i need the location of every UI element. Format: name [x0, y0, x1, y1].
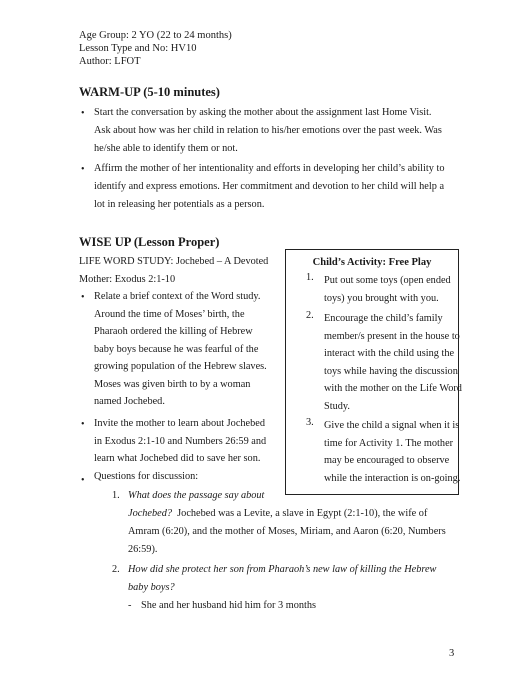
bullet-symbol: •: [81, 164, 85, 175]
text-line: Ask about how was her child in relation to his/her emotions over the past week. Was: [94, 124, 442, 136]
text-line: Invite the mother to learn about Jochebed: [94, 418, 265, 429]
question-2-line: [128, 582, 175, 593]
wiseup-heading: WISE UP (Lesson Proper): [79, 235, 220, 249]
text-line: Relate a brief context of the Word study.: [94, 291, 261, 302]
age-group: Age Group: 2 YO (22 to 24 months): [79, 30, 232, 41]
author: Author: LFOT: [79, 56, 141, 67]
question-text: How did she protect her son from Pharaoh’s new law of killing the Hebrew: [128, 564, 437, 575]
wiseup-bullet-2: [94, 415, 266, 468]
text-line: toys while having the discussion: [324, 365, 458, 377]
question-2: [128, 564, 436, 575]
warmup-heading: WARM-UP (5-10 minutes): [79, 85, 220, 99]
text-line: Give the child a signal when it is: [324, 420, 460, 431]
text-line: lot in releasing her potentials as a person.: [94, 198, 265, 210]
activity-title: Child’s Activity: Free Play: [312, 257, 432, 268]
text-line: baby boys because he was fearful of the: [94, 343, 259, 355]
text-line: Affirm the mother of her intentionality and efforts in developing her child’s ability to: [94, 163, 445, 174]
text-line: member/s present in the house to: [324, 330, 460, 342]
bullet-symbol: •: [81, 292, 85, 303]
text-line: Pharaoh ordered the killing of Hebrew: [94, 326, 253, 337]
text-line: Put out some toys (open ended: [324, 275, 451, 286]
question-text: What does the passage say about: [128, 490, 265, 501]
text-line: he/she able to identify them or not.: [94, 142, 238, 154]
activity-item-2-number: 2.: [306, 310, 314, 321]
question-2-answer: She and her husband hid him for 3 months: [141, 600, 317, 611]
text-line: named Jochebed.: [94, 396, 165, 407]
text-line: Mother: Exodus 2:1-10: [79, 273, 176, 285]
bullet-symbol: •: [81, 108, 85, 119]
text-line: Encourage the child’s family: [324, 313, 443, 324]
answer-text: Jochebed was a Levite, a slave in Egypt (2:1-10), the wife of: [172, 508, 428, 519]
activity-item-3-number: 3.: [306, 417, 314, 428]
answer-dash: -: [128, 600, 132, 611]
question-1-answer-line: [128, 508, 427, 519]
text-line: Around the time of Moses’ birth, the: [94, 308, 245, 320]
activity-item-3: [324, 417, 460, 487]
question-2-number: 2.: [112, 564, 120, 575]
activity-item-2: [324, 310, 462, 415]
page-number: 3: [449, 648, 455, 659]
bullet-symbol: •: [81, 419, 85, 430]
question-1-number: 1.: [112, 490, 120, 501]
text-line: growing population of the Hebrew slaves.: [94, 361, 267, 372]
question-1-answer-line: 26:59).: [128, 544, 158, 555]
text-line: with the mother on the Life Word: [324, 383, 462, 394]
warmup-bullet-1: [94, 104, 442, 157]
childs-activity-box: [285, 249, 462, 495]
question-1-answer-line: Amram (6:20), and the mother of Moses, Miriam, and Aaron (6:20, Numbers: [128, 526, 446, 537]
wiseup-bullet-3: Questions for discussion:: [94, 471, 199, 482]
text-line: while the interaction is on-going.: [324, 472, 461, 484]
question-text: Jochebed?: [128, 508, 173, 519]
text-line: identify and express emotions. Her commitment and devotion to her child will help a: [94, 180, 445, 192]
text-line: toys) you brought with you.: [324, 292, 439, 304]
text-line: learn what Jochebed did to save her son.: [94, 453, 261, 464]
text-line: LIFE WORD STUDY: Jochebed – A Devoted: [79, 256, 269, 267]
text-line: Start the conversation by asking the mother about the assignment last Home Visit.: [94, 107, 432, 118]
activity-item-1: [324, 272, 451, 307]
text-line: in Exodus 2:1-10 and Numbers 26:59 and: [94, 435, 267, 447]
text-line: Study.: [324, 400, 350, 412]
warmup-bullet-2: [94, 160, 445, 213]
text-line: interact with the child using the: [324, 348, 455, 359]
wiseup-bullet-1: [94, 288, 267, 411]
life-word-study-title: [79, 253, 268, 288]
question-text: baby boys?: [128, 582, 175, 593]
question-1: [128, 490, 264, 501]
lesson-type: Lesson Type and No: HV10: [79, 43, 197, 54]
text-line: time for Activity 1. The mother: [324, 437, 454, 449]
text-line: Moses was given birth to by a woman: [94, 378, 251, 390]
activity-item-1-number: 1.: [306, 272, 314, 283]
bullet-symbol: •: [81, 475, 85, 486]
text-line: may be encouraged to observe: [324, 455, 450, 466]
